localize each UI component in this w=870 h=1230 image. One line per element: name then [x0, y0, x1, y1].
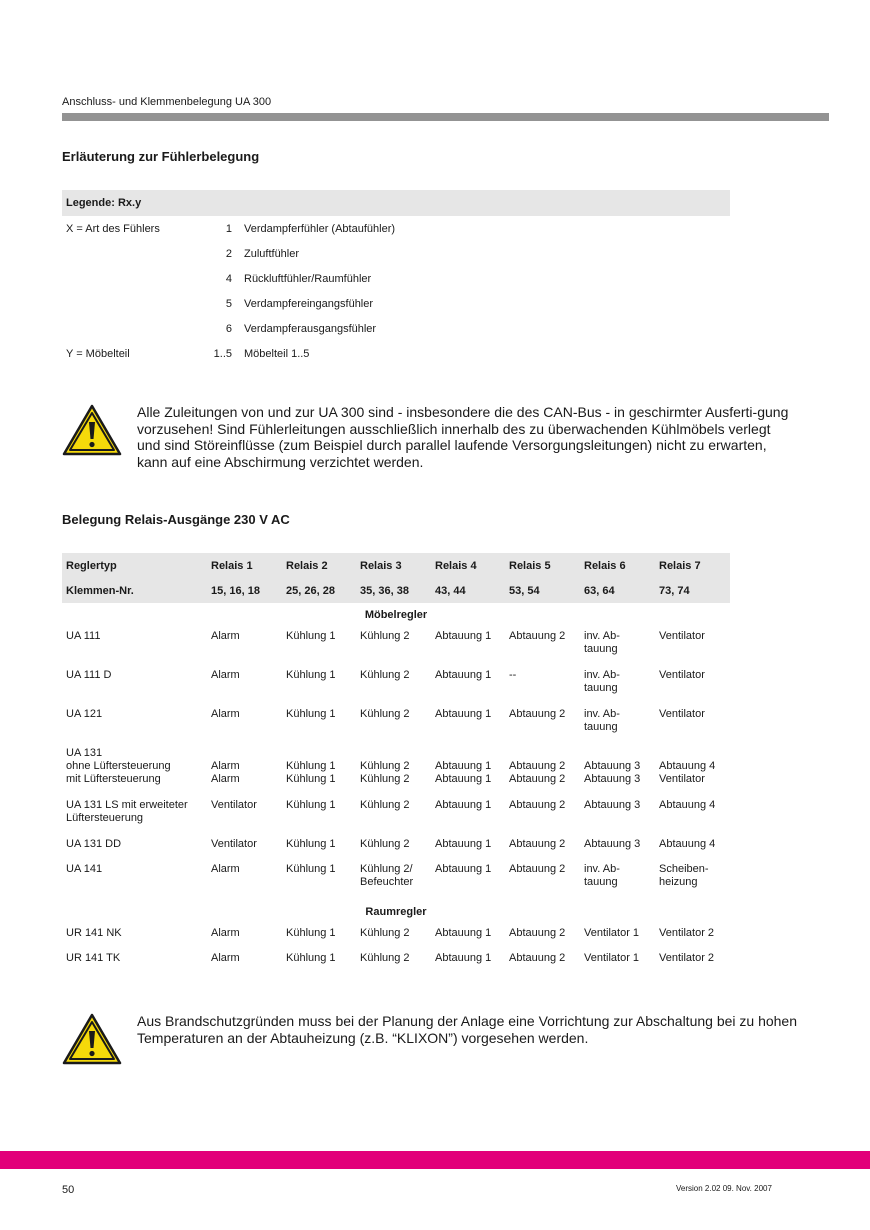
- relay-cell: Scheiben- heizung: [659, 863, 709, 888]
- legend-number: 1..5: [213, 348, 232, 360]
- relay-cell: Kühlung 1: [286, 708, 336, 720]
- relay-cell: Kühlung 1: [286, 669, 336, 681]
- relay-cell: inv. Ab- tauung: [584, 863, 620, 888]
- section-title-sensor: Erläuterung zur Fühlerbelegung: [62, 149, 260, 164]
- relay-cell: Abtauung 4: [659, 799, 716, 811]
- relay-cell: Abtauung 1: [435, 927, 492, 939]
- controller-type-cell: UA 111: [66, 630, 101, 642]
- legend-row: [62, 316, 730, 341]
- controller-type-cell: UA 111 D: [66, 669, 112, 681]
- table-row: [62, 836, 730, 861]
- controller-type-cell: UR 141 NK: [66, 927, 122, 939]
- legend-title: Legende: Rx.y: [62, 190, 730, 216]
- relay-cell: Kühlung 1: [286, 952, 336, 964]
- klemmen-cell: 25, 26, 28: [286, 585, 335, 597]
- relay-cell: Alarm: [211, 630, 240, 642]
- relay-cell: Abtauung 2: [509, 927, 566, 939]
- relay-cell: Abtauung 1: [435, 669, 492, 681]
- legend-number: 6: [225, 323, 232, 335]
- table-row: [62, 628, 730, 667]
- relay-cell: Abtauung 2: [509, 838, 566, 850]
- relay-cell: Alarm: [211, 708, 240, 720]
- relay-cell: Kühlung 1 Kühlung 1: [286, 760, 336, 785]
- controller-type-cell: UA 141: [66, 863, 103, 875]
- klemmen-row: [62, 578, 730, 603]
- relay-cell: Alarm Alarm: [211, 760, 240, 785]
- relay-cell: Abtauung 3 Abtauung 3: [584, 760, 641, 785]
- relay-cell: Ventilator: [659, 708, 705, 720]
- table-row: [62, 797, 730, 836]
- warning-icon: [62, 404, 122, 456]
- table-header-row: [62, 553, 730, 578]
- legend-description: Verdampferausgangsfühler: [244, 323, 377, 335]
- table-row: [62, 706, 730, 745]
- header-cell: Relais 2: [286, 560, 328, 572]
- relay-cell: inv. Ab- tauung: [584, 708, 620, 733]
- relay-cell: Ventilator 2: [659, 952, 715, 964]
- page-number: 50: [62, 1184, 75, 1196]
- relay-cell: Kühlung 2 Kühlung 2: [360, 760, 410, 785]
- legend-description: Verdampfereingangsfühler: [244, 298, 374, 310]
- klemmen-cell: 53, 54: [509, 585, 540, 597]
- legend-number: 1: [225, 223, 232, 235]
- legend-number: 2: [225, 248, 232, 260]
- klemmen-cell: Klemmen-Nr.: [66, 585, 134, 597]
- legend-number: 4: [225, 273, 232, 285]
- version-info: Version 2.02 09. Nov. 2007: [676, 1184, 772, 1193]
- legend-row: [62, 266, 730, 291]
- relay-cell: Alarm: [211, 863, 240, 875]
- footer-bar: [0, 1151, 870, 1169]
- relay-cell: Ventilator: [659, 669, 705, 681]
- relay-cell: Abtauung 1: [435, 630, 492, 642]
- legend-description: Zuluftfühler: [244, 248, 300, 260]
- relay-cell: Kühlung 2: [360, 799, 410, 811]
- controller-type-cell: UA 121: [66, 708, 103, 720]
- table-row: [62, 861, 730, 900]
- relay-cell: Abtauung 1: [435, 863, 492, 875]
- relay-cell: Kühlung 1: [286, 863, 336, 875]
- relay-cell: Alarm: [211, 952, 240, 964]
- legend-description: Möbelteil 1..5: [244, 348, 310, 360]
- klemmen-cell: 63, 64: [584, 585, 615, 597]
- relay-cell: Abtauung 1 Abtauung 1: [435, 760, 492, 785]
- page-header-title: Anschluss- und Klemmenbelegung UA 300: [62, 96, 272, 108]
- relay-cell: Kühlung 2: [360, 838, 410, 850]
- relay-cell: Abtauung 1: [435, 799, 492, 811]
- header-cell: Reglertyp: [66, 560, 117, 572]
- legend-description: Rückluftfühler/Raumfühler: [244, 273, 372, 285]
- relay-cell: Abtauung 2: [509, 630, 566, 642]
- relay-cell: Abtauung 3: [584, 838, 641, 850]
- table-row: [62, 925, 730, 950]
- group-label-raumregler: Raumregler: [365, 906, 427, 918]
- relay-cell: Ventilator 1: [584, 927, 640, 939]
- relay-cell: Alarm: [211, 669, 240, 681]
- legend-row: [62, 291, 730, 316]
- relay-cell: Abtauung 4 Ventilator: [659, 760, 716, 785]
- header-cell: Relais 5: [509, 560, 551, 572]
- controller-type-cell: UA 131 LS mit erweiteter Lüftersteuerung: [66, 799, 188, 824]
- warning-text: Alle Zuleitungen von und zur UA 300 sind - insbesondere die des CAN-Bus - in geschirmter Ausferti-gung vorzusehen! Sind Fühlerleitungen ausschließlich innerhalb des zu überwachenden Kühlmöbels verlegt und sind Störeinflüsse (zum Beispiel durch parallel laufende Versorgungsleitungen) nicht zu erwarten, kann auf eine Abschirmung verzichtet werden.: [137, 404, 789, 470]
- relay-cell: Kühlung 1: [286, 630, 336, 642]
- legend-number: 5: [225, 298, 232, 310]
- header-cell: Relais 1: [211, 560, 253, 572]
- relay-cell: Kühlung 1: [286, 927, 336, 939]
- relay-cell: Abtauung 2: [509, 952, 566, 964]
- section-title-relais: Belegung Relais-Ausgänge 230 V AC: [62, 512, 290, 527]
- relay-cell: Kühlung 2: [360, 952, 410, 964]
- klemmen-cell: 15, 16, 18: [211, 585, 260, 597]
- relay-cell: Abtauung 2: [509, 708, 566, 720]
- klemmen-cell: 73, 74: [659, 585, 690, 597]
- relay-cell: Kühlung 2: [360, 708, 410, 720]
- table-row: [62, 667, 730, 706]
- group-row: [62, 900, 730, 925]
- relay-cell: Abtauung 4: [659, 838, 716, 850]
- relay-cell: inv. Ab- tauung: [584, 630, 620, 655]
- relay-cell: Ventilator: [211, 838, 257, 850]
- relay-cell: Abtauung 1: [435, 952, 492, 964]
- warning-icon: [62, 1013, 122, 1065]
- klemmen-cell: 43, 44: [435, 585, 466, 597]
- controller-type-cell: UR 141 TK: [66, 952, 121, 964]
- relay-cell: Kühlung 2: [360, 927, 410, 939]
- table-row: [62, 950, 730, 975]
- legend-label: Y = Möbelteil: [66, 348, 130, 360]
- relay-cell: Abtauung 1: [435, 838, 492, 850]
- relay-cell: Ventilator: [659, 630, 705, 642]
- relay-cell: Ventilator 1: [584, 952, 640, 964]
- header-cell: Relais 7: [659, 560, 701, 572]
- relay-cell: Abtauung 3: [584, 799, 641, 811]
- relay-cell: Alarm: [211, 927, 240, 939]
- legend-row: [62, 216, 730, 241]
- group-label-moebelregler: Möbelregler: [364, 609, 428, 621]
- klemmen-cell: 35, 36, 38: [360, 585, 409, 597]
- relay-cell: Kühlung 2/ Befeuchter: [360, 863, 414, 888]
- relay-cell: Kühlung 1: [286, 838, 336, 850]
- relay-cell: Kühlung 2: [360, 669, 410, 681]
- header-cell: Relais 6: [584, 560, 626, 572]
- header-cell: Relais 4: [435, 560, 477, 572]
- relay-cell: Kühlung 2: [360, 630, 410, 642]
- relay-cell: Kühlung 1: [286, 799, 336, 811]
- relais-table: [62, 553, 730, 975]
- group-row: [62, 603, 730, 628]
- relay-cell: Abtauung 2 Abtauung 2: [509, 760, 566, 785]
- header-cell: Relais 3: [360, 560, 402, 572]
- legend-table: [62, 190, 730, 366]
- relay-cell: Abtauung 2: [509, 799, 566, 811]
- warning-text: Aus Brandschutzgründen muss bei der Planung der Anlage eine Vorrichtung zur Abschaltung bei zu hohen Temperaturen an der Abtauheizung (z.B. “KLIXON”) vorgesehen werden.: [137, 1013, 797, 1046]
- controller-type-cell: UA 131 ohne Lüftersteuerung mit Lüftersteuerung: [66, 747, 171, 785]
- relay-cell: --: [509, 669, 517, 681]
- legend-description: Verdampferfühler (Abtaufühler): [244, 223, 396, 235]
- legend-row: [62, 241, 730, 266]
- relay-cell: Abtauung 2: [509, 863, 566, 875]
- table-row: [62, 745, 730, 797]
- relay-cell: Ventilator: [211, 799, 257, 811]
- relay-cell: Abtauung 1: [435, 708, 492, 720]
- relay-cell: inv. Ab- tauung: [584, 669, 620, 694]
- controller-type-cell: UA 131 DD: [66, 838, 122, 850]
- relay-cell: Ventilator 2: [659, 927, 715, 939]
- legend-label: X = Art des Fühlers: [66, 223, 160, 235]
- legend-row: [62, 341, 730, 366]
- header-bar: [62, 113, 829, 121]
